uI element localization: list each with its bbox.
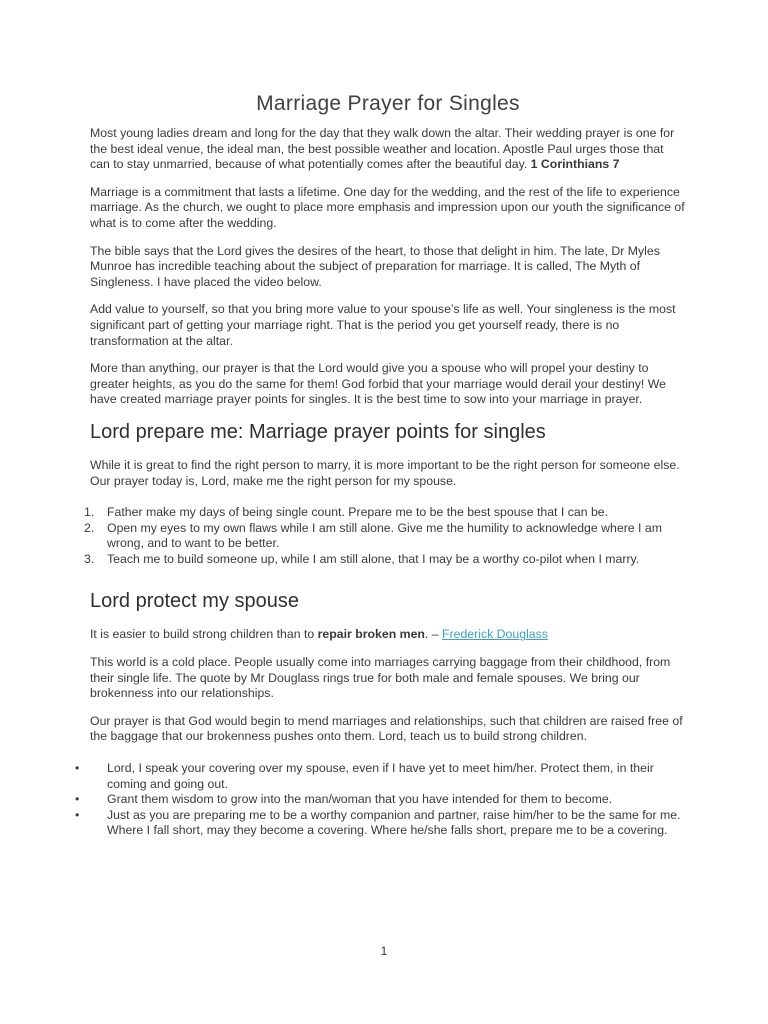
bullet-icon: •	[75, 792, 80, 807]
list-item-text: Grant them wisdom to grow into the man/woman that you have intended for them to become.	[107, 792, 613, 807]
intro-paragraph-5: More than anything, our prayer is that the Lord would give you a spouse who will propel your destiny to greater heights, as you do the same for them! God forbid that your marriage would derail your destiny! We have created marriage prayer points for singles. It is the best time to sow into your marriage in prayer.	[90, 361, 666, 407]
list-item	[84, 520, 686, 552]
list-item-text: Just as you are preparing me to be a worthy companion and partner, raise him/her to be the same for me. Where I fall short, may they become a covering. Where he/she falls short, prepare me to be a covering.	[107, 807, 681, 838]
intro-paragraph-1-text: Most young ladies dream and long for the day that they walk down the altar. Their wedding prayer is one for the best ideal venue, the ideal man, the best possible weather and location. Apostle Paul urges those that can to stay unmarried, because of what potentially comes after the beautiful day.	[90, 126, 675, 172]
section-2-paragraph-1: This world is a cold place. People usually come into marriages carrying baggage from their childhood, from their single life. The quote by Mr Douglass rings true for both male and female spouses. We bring our brokenness into our relationships.	[90, 655, 671, 701]
quote-separator: . –	[424, 627, 443, 642]
bullet-icon: •	[75, 807, 80, 822]
scripture-reference: 1 Corinthians 7	[530, 157, 620, 172]
list-number: 3.	[84, 551, 95, 566]
list-number: 1.	[84, 505, 95, 520]
quote-text: It is easier to build strong children than to	[90, 627, 318, 642]
quote-paragraph	[90, 627, 686, 643]
intro-paragraph-4: Add value to yourself, so that you bring more value to your spouse’s life as well. Your singleness is the most significant part of getting your marriage right. That is the period you get yourself ready, there is no transformation at the altar.	[90, 302, 676, 348]
list-item-text: Open my eyes to my own flaws while I am still alone. Give me the humility to acknowledge where I am wrong, and to want to be better.	[107, 520, 662, 551]
spouse-prayer-list	[75, 761, 686, 839]
intro-paragraph-3: The bible says that the Lord gives the desires of the heart, to those that delight in him. The late, Dr Myles Munroe has incredible teaching about the subject of preparation for marriage. It is called, The Myth of Singleness. I have placed the video below.	[90, 243, 660, 289]
list-item	[75, 761, 686, 792]
quote-emphasis: repair broken men	[317, 627, 425, 642]
list-item	[84, 551, 686, 568]
intro-paragraph-1	[90, 126, 686, 173]
list-item	[75, 792, 686, 808]
section-2-paragraph-2: Our prayer is that God would begin to mend marriages and relationships, such that children are raised free of the baggage that our brokenness pushes onto them. Lord, teach us to build strong children.	[90, 713, 683, 744]
bullet-icon: •	[75, 761, 80, 776]
list-item	[84, 505, 686, 521]
list-item	[75, 807, 686, 839]
quote-author-link[interactable]: Frederick Douglass	[442, 627, 548, 642]
document-body	[75, 92, 686, 839]
section-heading-prepare: Lord prepare me: Marriage prayer points for singles	[90, 420, 546, 443]
list-item-text: Lord, I speak your covering over my spouse, even if I have yet to meet him/her. Protect them, in their coming and going out.	[107, 761, 654, 791]
prayer-points-list	[84, 505, 686, 567]
section-1-paragraph: While it is great to find the right person to marry, it is more important to be the right person for someone else. Our prayer today is, Lord, make me the right person for my spouse.	[90, 457, 680, 488]
list-item-text: Teach me to build someone up, while I am still alone, that I may be a worthy co-pilot when I marry.	[107, 551, 640, 566]
page-number: 1	[380, 944, 388, 958]
list-item-text: Father make my days of being single count. Prepare me to be the best spouse that I can be.	[107, 505, 609, 520]
intro-paragraph-2: Marriage is a commitment that lasts a lifetime. One day for the wedding, and the rest of the life to experience marriage. As the church, we ought to place more emphasis and impression upon our youth the significance of what is to come after the wedding.	[90, 184, 685, 230]
list-number: 2.	[84, 520, 95, 535]
document-title: Marriage Prayer for Singles	[256, 92, 520, 115]
section-heading-protect: Lord protect my spouse	[90, 590, 299, 613]
